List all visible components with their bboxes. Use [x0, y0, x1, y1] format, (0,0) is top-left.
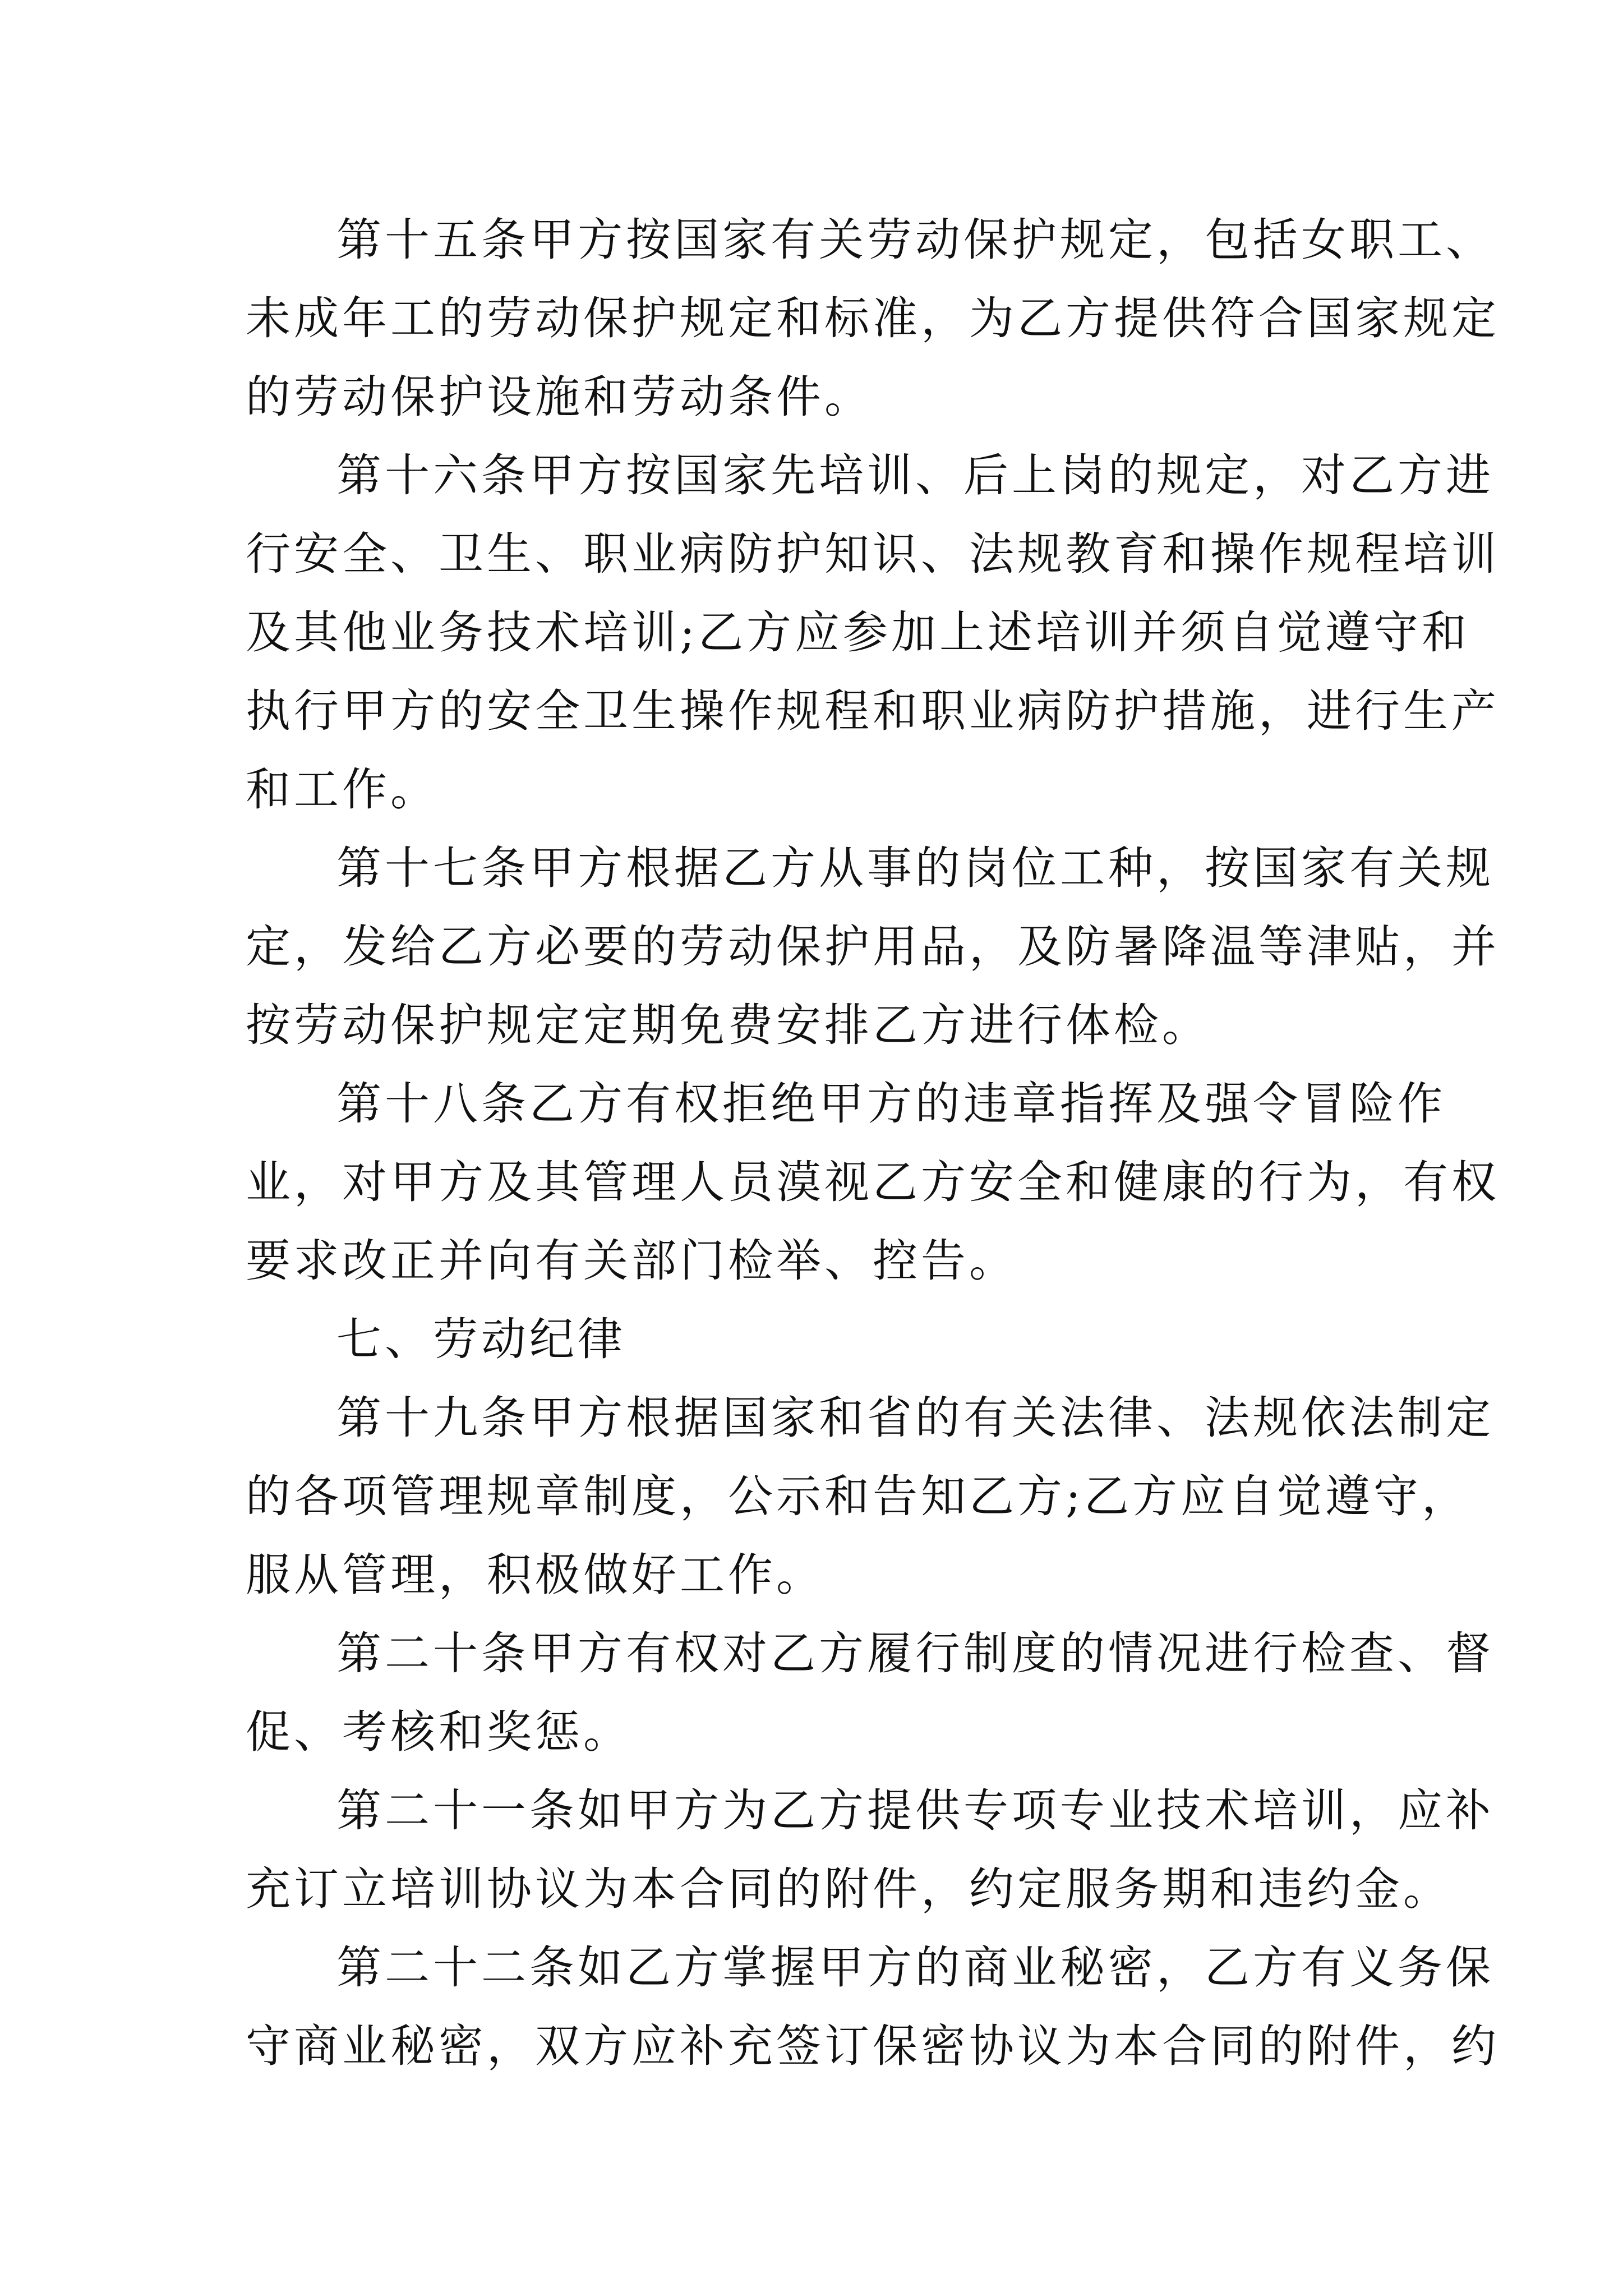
- text-line: 第十六条甲方按国家先培训、后上岗的规定，对乙方进: [336, 449, 1494, 501]
- text-line: 按劳动保护规定定期免费安排乙方进行体检。: [246, 999, 1210, 1051]
- text-line: 促、考核和奖惩。: [246, 1706, 631, 1758]
- text-line: 定，发给乙方必要的劳动保护用品，及防暑降温等津贴，并: [246, 921, 1500, 973]
- text-line: 要求改正并向有关部门检举、控告。: [246, 1235, 1017, 1287]
- text-line: 充订立培训协议为本合同的附件，约定服务期和违约金。: [246, 1863, 1451, 1915]
- text-line: 第二十二条如乙方掌握甲方的商业秘密，乙方有义务保: [336, 1941, 1494, 1994]
- text-line: 第十七条甲方根据乙方从事的岗位工种，按国家有关规: [336, 842, 1494, 894]
- text-line: 守商业秘密，双方应补充签订保密协议为本合同的附件，约: [246, 2020, 1500, 2072]
- text-line: 及其他业务技术培训;乙方应参加上述培训并须自觉遵守和: [246, 606, 1470, 659]
- text-line: 第二十条甲方有权对乙方履行制度的情况进行检查、督: [336, 1627, 1494, 1680]
- text-line: 第二十一条如甲方为乙方提供专项专业技术培训，应补: [336, 1784, 1494, 1837]
- text-line: 和工作。: [246, 763, 439, 816]
- text-line: 业，对甲方及其管理人员漠视乙方安全和健康的行为，有权: [246, 1156, 1500, 1208]
- text-line: 服从管理，积极做好工作。: [246, 1549, 824, 1601]
- text-line: 的劳动保护设施和劳动条件。: [246, 371, 873, 423]
- text-line: 第十八条乙方有权拒绝甲方的违章指挥及强令冒险作: [336, 1078, 1446, 1130]
- text-line: 第十九条甲方根据国家和省的有关法律、法规依法制定: [336, 1392, 1494, 1444]
- text-line: 行安全、卫生、职业病防护知识、法规教育和操作规程培训: [246, 528, 1500, 580]
- text-line: 未成年工的劳动保护规定和标准，为乙方提供符合国家规定: [246, 292, 1500, 344]
- text-line: 的各项管理规章制度，公示和告知乙方;乙方应自觉遵守，: [246, 1470, 1470, 1522]
- text-line: 第十五条甲方按国家有关劳动保护规定，包括女职工、: [336, 214, 1494, 266]
- text-line: 执行甲方的安全卫生操作规程和职业病防护措施，进行生产: [246, 685, 1500, 737]
- section-heading: 七、劳动纪律: [336, 1313, 626, 1365]
